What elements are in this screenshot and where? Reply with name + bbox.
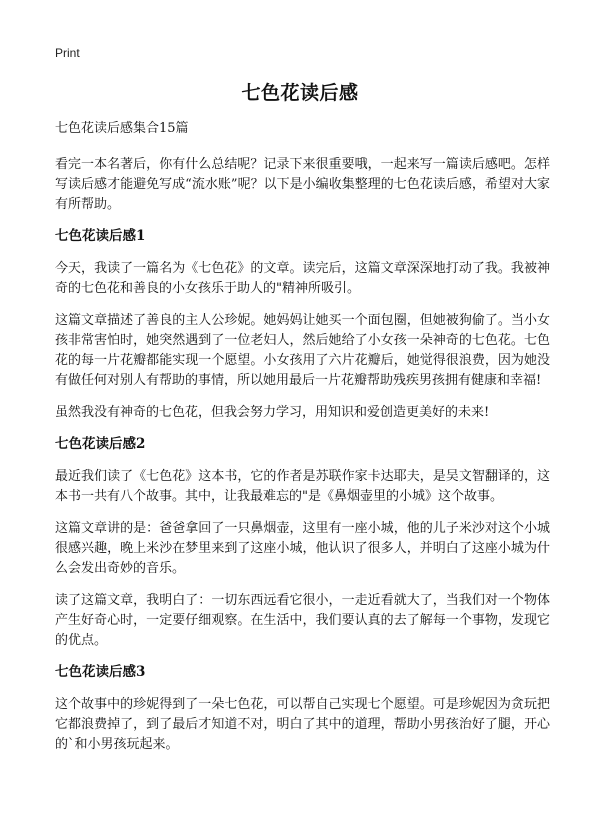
section-heading: 七色花读后感1	[55, 228, 146, 244]
section-paragraph: 这篇文章描述了善良的主人公珍妮。她妈妈让她买一个面包圈，但她被狗偷了。当小女孩非常害怕时，她突然遇到了一位老妇人，然后她给了小女孩一朵神奇的七色花。七色花的每一片花瓣都能实现一个愿望。小女孩用了六片花瓣后，她觉得很浪费，因为她没有做任何对别人有帮助的事情，所以她用最后一片花瓣帮助残疾男孩拥有健康和幸福!	[55, 313, 550, 388]
section-paragraph: 今天，我读了一篇名为《七色花》的文章。读完后，这篇文章深深地打动了我。我被神奇的七色花和善良的小女孩乐于助人的"精神所吸引。	[55, 261, 550, 296]
intro-paragraph: 看完一本名著后，你有什么总结呢？记录下来很重要哦，一起来写一篇读后感吧。怎样写读后感才能避免写成“流水账”呢？以下是小编收集整理的七色花读后感，希望对大家有所帮助。	[55, 157, 550, 212]
section-paragraph: 这篇文章讲的是：爸爸拿回了一只鼻烟壶，这里有一座小城，他的儿子米沙对这个小城很感兴趣，晚上米沙在梦里来到了这座小城，他认识了很多人，并明白了这座小城为什么会发出奇妙的音乐。	[55, 521, 550, 576]
document-subtitle: 七色花读后感集合15篇	[55, 121, 189, 136]
print-link[interactable]: Print	[55, 46, 80, 60]
document-body	[55, 120, 550, 767]
page-title: 七色花读后感	[241, 82, 359, 104]
section-paragraph: 最近我们读了《七色花》这本书，它的作者是苏联作家卡达耶夫，是吴文智翻译的，这本书一共有八个故事。其中，让我最难忘的"是《鼻烟壶里的小城》这个故事。	[55, 469, 550, 504]
section-paragraph: 读了这篇文章，我明白了：一切东西远看它很小，一走近看就大了，当我们对一个物体产生好奇心时，一定要仔细观察。在生活中，我们要认真的去了解每一个事物，发现它的优点。	[55, 593, 550, 648]
section-1	[55, 227, 550, 423]
section-paragraph: 虽然我没有神奇的七色花，但我会努力学习，用知识和爱创造更美好的未来!	[55, 405, 490, 420]
section-2	[55, 435, 550, 651]
section-heading: 七色花读后感2	[55, 436, 146, 452]
section-heading: 七色花读后感3	[55, 664, 146, 680]
section-3	[55, 663, 550, 755]
section-paragraph: 这个故事中的珍妮得到了一朵七色花，可以帮自己实现七个愿望。可是珍妮因为贪玩把它都浪费掉了，到了最后才知道不对，明白了其中的道理，帮助小男孩治好了腿，开心的`和小男孩玩起来。	[55, 697, 550, 752]
